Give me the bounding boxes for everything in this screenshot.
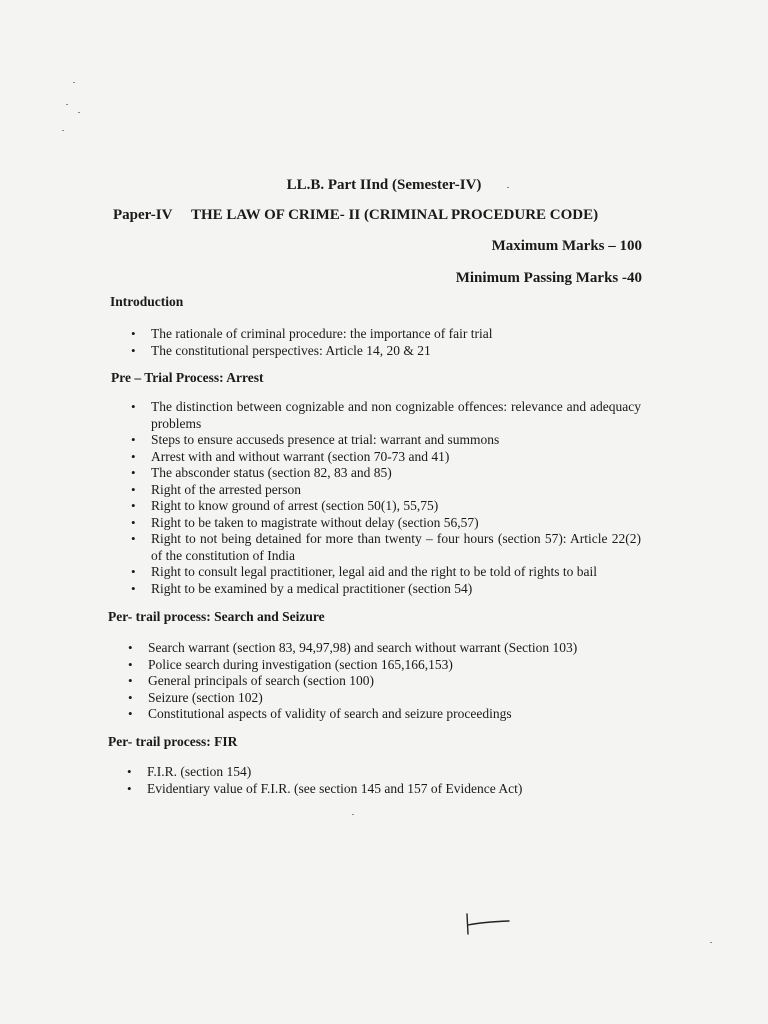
section-heading-introduction: Introduction [110, 294, 184, 309]
list-item: • Steps to ensure accuseds presence at trial: warrant and summons [131, 432, 641, 449]
scan-speck [710, 942, 712, 943]
list-item: • Right to know ground of arrest (section 50(1), 55,75) [131, 498, 641, 515]
paper-line [113, 207, 653, 224]
list-item: • Seizure (section 102) [128, 690, 648, 707]
list-item: • Constitutional aspects of validity of search and seizure proceedings [128, 706, 648, 723]
scan-speck [66, 104, 68, 105]
paper-title: THE LAW OF CRIME- II (CRIMINAL PROCEDURE CODE) [191, 207, 599, 223]
course-title: LL.B. Part IInd (Semester-IV) [286, 177, 482, 193]
list-item: • General principals of search (section 100) [128, 673, 648, 690]
list-item: • Arrest with and without warrant (section 70-73 and 41) [131, 449, 641, 466]
list-item: • Right to not being detained for more than twenty – four hours (section 57): Article 22(2) of the constitution of India [131, 531, 641, 564]
minimum-passing-marks: Minimum Passing Marks -40 [455, 270, 642, 286]
list-item: • F.I.R. (section 154) [127, 764, 647, 781]
section-heading-search-seizure: Per- trail process: Search and Seizure [108, 609, 325, 624]
list-item: • Right to be taken to magistrate without delay (section 56,57) [131, 515, 641, 532]
section-heading-arrest: Pre – Trial Process: Arrest [111, 370, 264, 385]
list-introduction [131, 326, 651, 359]
list-item: • The constitutional perspectives: Article 14, 20 & 21 [131, 343, 651, 360]
list-item: • The absconder status (section 82, 83 and 85) [131, 465, 641, 482]
list-item: • Evidentiary value of F.I.R. (see section 145 and 157 of Evidence Act) [127, 781, 647, 798]
maximum-marks: Maximum Marks – 100 [491, 238, 642, 254]
scan-speck [73, 82, 75, 83]
list-item: • The distinction between cognizable and non cognizable offences: relevance and adequacy problems [131, 399, 641, 432]
list-item: • Right to consult legal practitioner, legal aid and the right to be told of rights to bail [131, 564, 641, 581]
paper-number: Paper-IV [113, 207, 173, 223]
list-fir [127, 764, 647, 797]
scan-speck [352, 814, 354, 815]
list-arrest [131, 399, 641, 597]
list-search-seizure [128, 640, 648, 723]
scan-speck [507, 187, 509, 188]
scan-speck [62, 130, 64, 131]
list-item: • Police search during investigation (section 165,166,153) [128, 657, 648, 674]
list-item: • Right of the arrested person [131, 482, 641, 499]
list-item: • The rationale of criminal procedure: the importance of fair trial [131, 326, 651, 343]
list-item: • Search warrant (section 83, 94,97,98) and search without warrant (Section 103) [128, 640, 648, 657]
signature-mark-icon [463, 912, 513, 936]
list-item: • Right to be examined by a medical practitioner (section 54) [131, 581, 641, 598]
scan-speck [78, 112, 80, 113]
section-heading-fir: Per- trail process: FIR [108, 734, 238, 749]
